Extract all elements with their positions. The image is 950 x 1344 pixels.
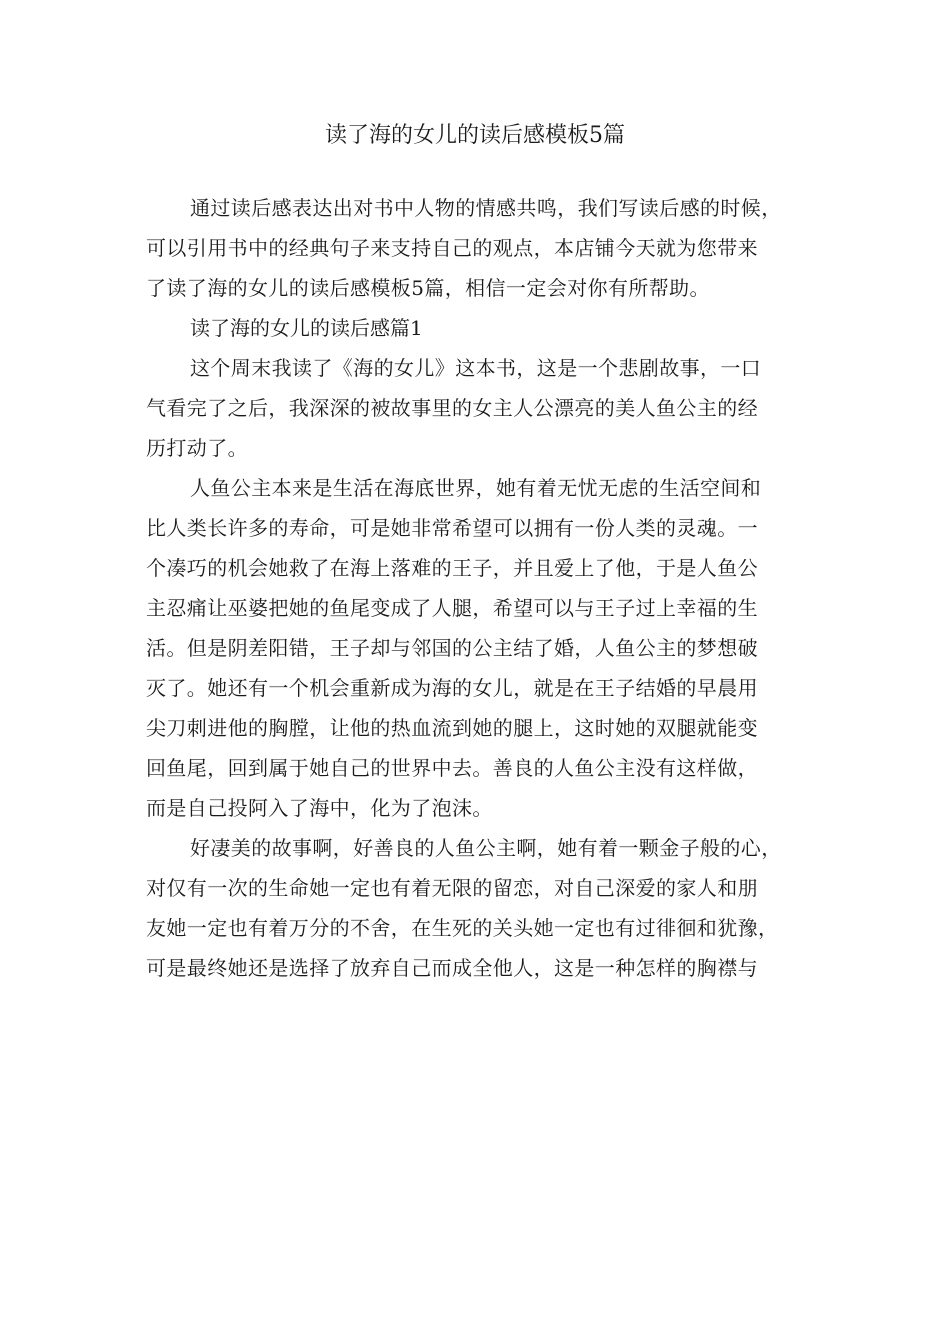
text-line: 历打动了。	[146, 436, 248, 460]
intro-paragraph	[146, 188, 810, 308]
text-line: 人鱼公主本来是生活在海底世界，她有着无忧无虑的生活空间和	[190, 476, 762, 500]
text-line: 尖刀刺进他的胸膛，让他的热血流到她的腿上，这时她的双腿就能变	[146, 716, 758, 740]
text-line: 灭了。她还有一个机会重新成为海的女儿，就是在王子结婚的早晨用	[146, 676, 758, 700]
document-title: 读了海的女儿的读后感模板5篇	[325, 123, 625, 148]
text-line: 个凑巧的机会她救了在海上落难的王子，并且爱上了他，于是人鱼公	[146, 556, 758, 580]
text-line: 友她一定也有着万分的不舍，在生死的关头她一定也有过徘徊和犹豫，	[146, 916, 779, 940]
body-paragraph	[146, 468, 810, 828]
text-line: 对仅有一次的生命她一定也有着无限的留恋，对自己深爱的家人和朋	[146, 876, 758, 900]
text-line: 可是最终她还是选择了放弃自己而成全他人，这是一种怎样的胸襟与	[146, 956, 758, 980]
text-line: 活。但是阴差阳错，王子却与邻国的公主结了婚，人鱼公主的梦想破	[146, 636, 758, 660]
text-line: 通过读后感表达出对书中人物的情感共鸣，我们写读后感的时候，	[190, 196, 782, 220]
text-line: 了读了海的女儿的读后感模板5篇，相信一定会对你有所帮助。	[146, 276, 710, 300]
text-line: 可以引用书中的经典句子来支持自己的观点，本店铺今天就为您带来	[146, 236, 758, 260]
text-line: 好凄美的故事啊，好善良的人鱼公主啊，她有着一颗金子般的心，	[190, 836, 782, 860]
document-body	[146, 188, 810, 988]
text-line: 回鱼尾，回到属于她自己的世界中去。善良的人鱼公主没有这样做，	[146, 756, 758, 780]
text-line: 主忍痛让巫婆把她的鱼尾变成了人腿，希望可以与王子过上幸福的生	[146, 596, 758, 620]
section-heading: 读了海的女儿的读后感篇1	[190, 316, 423, 340]
text-line: 这个周末我读了《海的女儿》这本书，这是一个悲剧故事，一口	[190, 356, 762, 380]
body-paragraph	[146, 348, 810, 468]
text-line: 而是自己投阿入了海中，化为了泡沫。	[146, 796, 493, 820]
text-line: 比人类长许多的寿命，可是她非常希望可以拥有一份人类的灵魂。一	[146, 516, 758, 540]
text-line: 气看完了之后，我深深的被故事里的女主人公漂亮的美人鱼公主的经	[146, 396, 758, 420]
body-paragraph	[146, 828, 810, 988]
